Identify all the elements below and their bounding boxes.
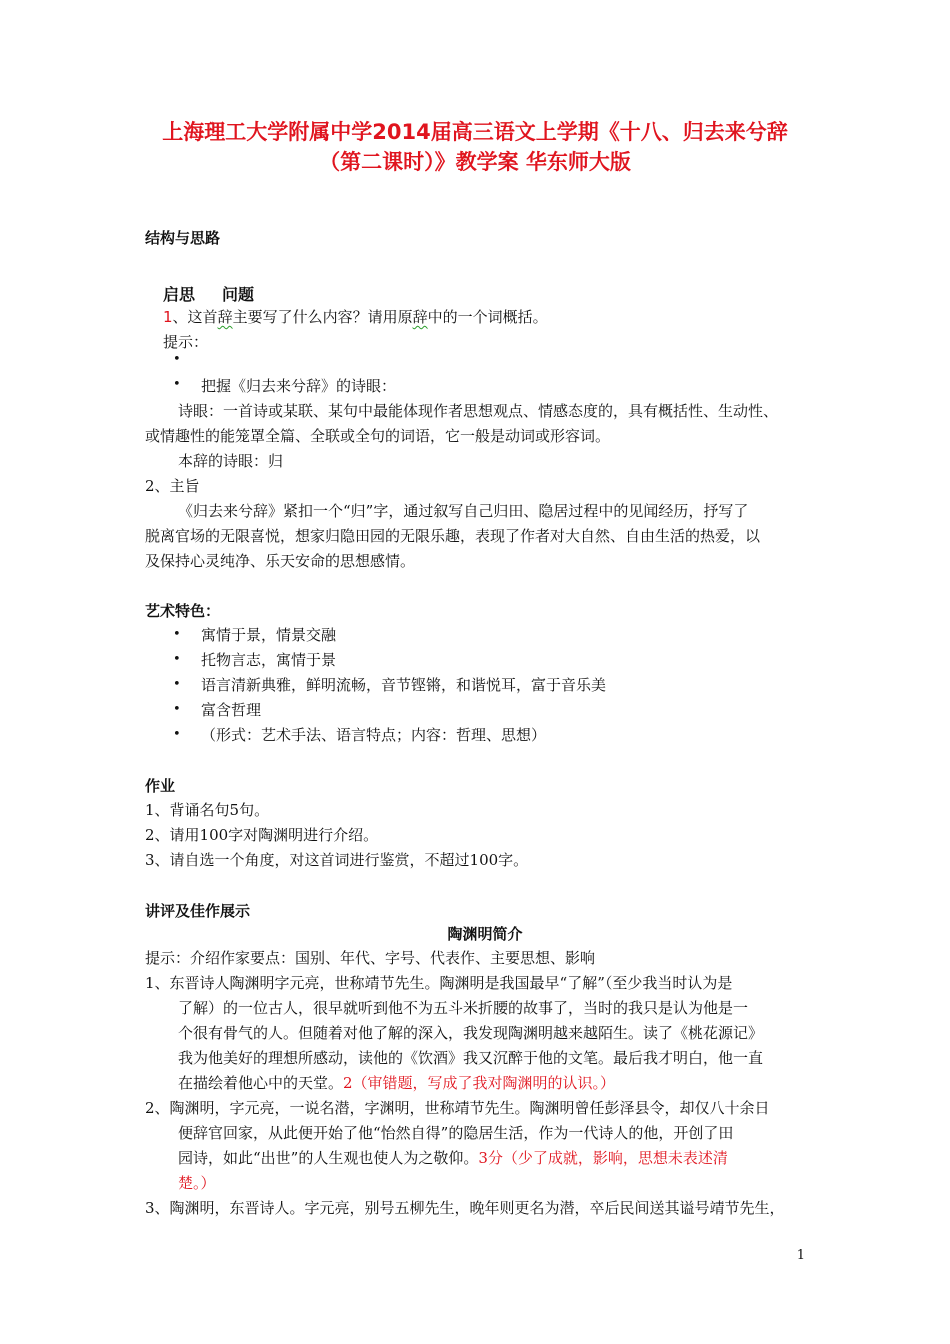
art-item: （形式：艺术手法、语言特点；内容：哲理、思想） <box>201 726 547 744</box>
art-item: 寓情于景，情景交融 <box>201 626 337 644</box>
essay-2-line-1: 2、陶渊明，字元亮，一说名潜，字渊明，世称靖节先生。陶渊明曾任彭泽县令，却仅八十余日 <box>145 1099 770 1117</box>
art-item: 富含哲理 <box>201 701 262 719</box>
question-2-theme: 2、主旨 <box>145 477 200 495</box>
essay-1-line-4: 我为他美好的理想所感动，读他的《饮酒》我又沉醉于他的文笔。最后我才明白，他一直 <box>178 1049 764 1067</box>
bullet-marker: • <box>173 652 181 667</box>
section-heading-art: 艺术特色： <box>145 602 221 620</box>
art-item: 托物言志，寓情于景 <box>201 651 337 669</box>
essay-2-line-3: 园诗，如此“出世”的人生观也使人为之敬仰。3分（少了成就，影响，思想未表述清 <box>178 1149 728 1167</box>
bullet-marker: • <box>173 352 181 367</box>
review-subtitle: 陶渊明简介 <box>447 925 523 943</box>
question-1-number: 1 <box>163 308 173 326</box>
document-title <box>120 117 830 177</box>
essay-2-line-2: 便辞官回家，从此便开始了他“怡然自得”的隐居生活，作为一代诗人的他，开创了田 <box>178 1124 734 1142</box>
theme-line-3: 及保持心灵纯净、乐天安命的思想感情。 <box>145 552 416 570</box>
section-heading-review: 讲评及佳作展示 <box>145 902 251 920</box>
essay-1-line-2: 了解）的一位古人，很早就听到他不为五斗米折腰的故事了，当时的我只是认为他是一 <box>178 999 749 1017</box>
bullet-marker: • <box>173 702 181 717</box>
essay-2-comment-cont: 楚。） <box>178 1174 216 1192</box>
theme-line-2: 脱离官场的无限喜悦，想家归隐田园的无限乐趣，表现了作者对大自然、自由生活的热爱，以 <box>145 527 761 545</box>
theme-line-1: 《归去来兮辞》紧扣一个“归”字，通过叙写自己归田、隐居过程中的见闻经历，抒写了 <box>178 502 749 520</box>
question-1: 1、这首辞主要写了什么内容？请用原辞中的一个词概括。 <box>163 308 548 326</box>
homework-item: 3、请自选一个角度，对这首词进行鉴赏，不超过100字。 <box>145 851 529 869</box>
paragraph-poem-eye-line-2: 或情趣性的能笼罩全篇、全联或全句的词语，它一般是动词或形容词。 <box>145 427 611 445</box>
essay-1-line-5: 在描绘着他心中的天堂。2（审错题，写成了我对陶渊明的认识。） <box>178 1074 616 1092</box>
label-wenti: 问题 <box>222 285 255 304</box>
page-number: 1 <box>796 1248 805 1263</box>
essay-1-comment: 2（审错题，写成了我对陶渊明的认识。） <box>343 1074 616 1092</box>
homework-item: 1、背诵名句5句。 <box>145 801 270 819</box>
bullet-marker: • <box>173 677 181 692</box>
bullet-marker: • <box>173 627 181 642</box>
essay-1-line-3: 个很有骨气的人。但随着对他了解的深入，我发现陶渊明越来越陌生。读了《桃花源记》 <box>178 1024 764 1042</box>
essay-2-comment: 3分（少了成就，影响，思想未表述清 <box>478 1149 728 1167</box>
paragraph-this-poem-eye: 本辞的诗眼：归 <box>178 452 284 470</box>
hint-label: 提示： <box>163 333 209 351</box>
bullet-poem-eye: 把握《归去来兮辞》的诗眼： <box>201 377 397 395</box>
essay-3-line-1: 3、陶渊明，东晋诗人。字元亮，别号五柳先生，晚年则更名为潜，卒后民间送其谥号靖节先生， <box>145 1199 785 1217</box>
section-heading-homework: 作业 <box>145 777 176 795</box>
section-heading-structure: 结构与思路 <box>145 229 221 247</box>
paragraph-poem-eye-line-1: 诗眼：一首诗或某联、某句中最能体现作者思想观点、情感态度的，具有概括性、生动性、 <box>178 402 779 420</box>
label-qisi: 启思 <box>163 285 196 304</box>
title-line-1: 上海理工大学附属中学2014届高三语文上学期《十八、归去来兮辞 <box>162 120 788 144</box>
homework-item: 2、请用100字对陶渊明进行介绍。 <box>145 826 379 844</box>
art-item: 语言清新典雅，鲜明流畅，音节铿锵，和谐悦耳，富于音乐美 <box>201 676 607 694</box>
essay-1-line-1: 1、东晋诗人陶渊明字元亮，世称靖节先生。陶渊明是我国最早“了解”（至少我当时认为是 <box>145 974 733 992</box>
bullet-marker: • <box>173 727 181 742</box>
review-hint: 提示：介绍作家要点：国别、年代、字号、代表作、主要思想、影响 <box>145 949 596 967</box>
title-line-2: （第二课时）》教学案 华东师大版 <box>319 150 631 174</box>
bullet-marker: • <box>173 377 181 392</box>
